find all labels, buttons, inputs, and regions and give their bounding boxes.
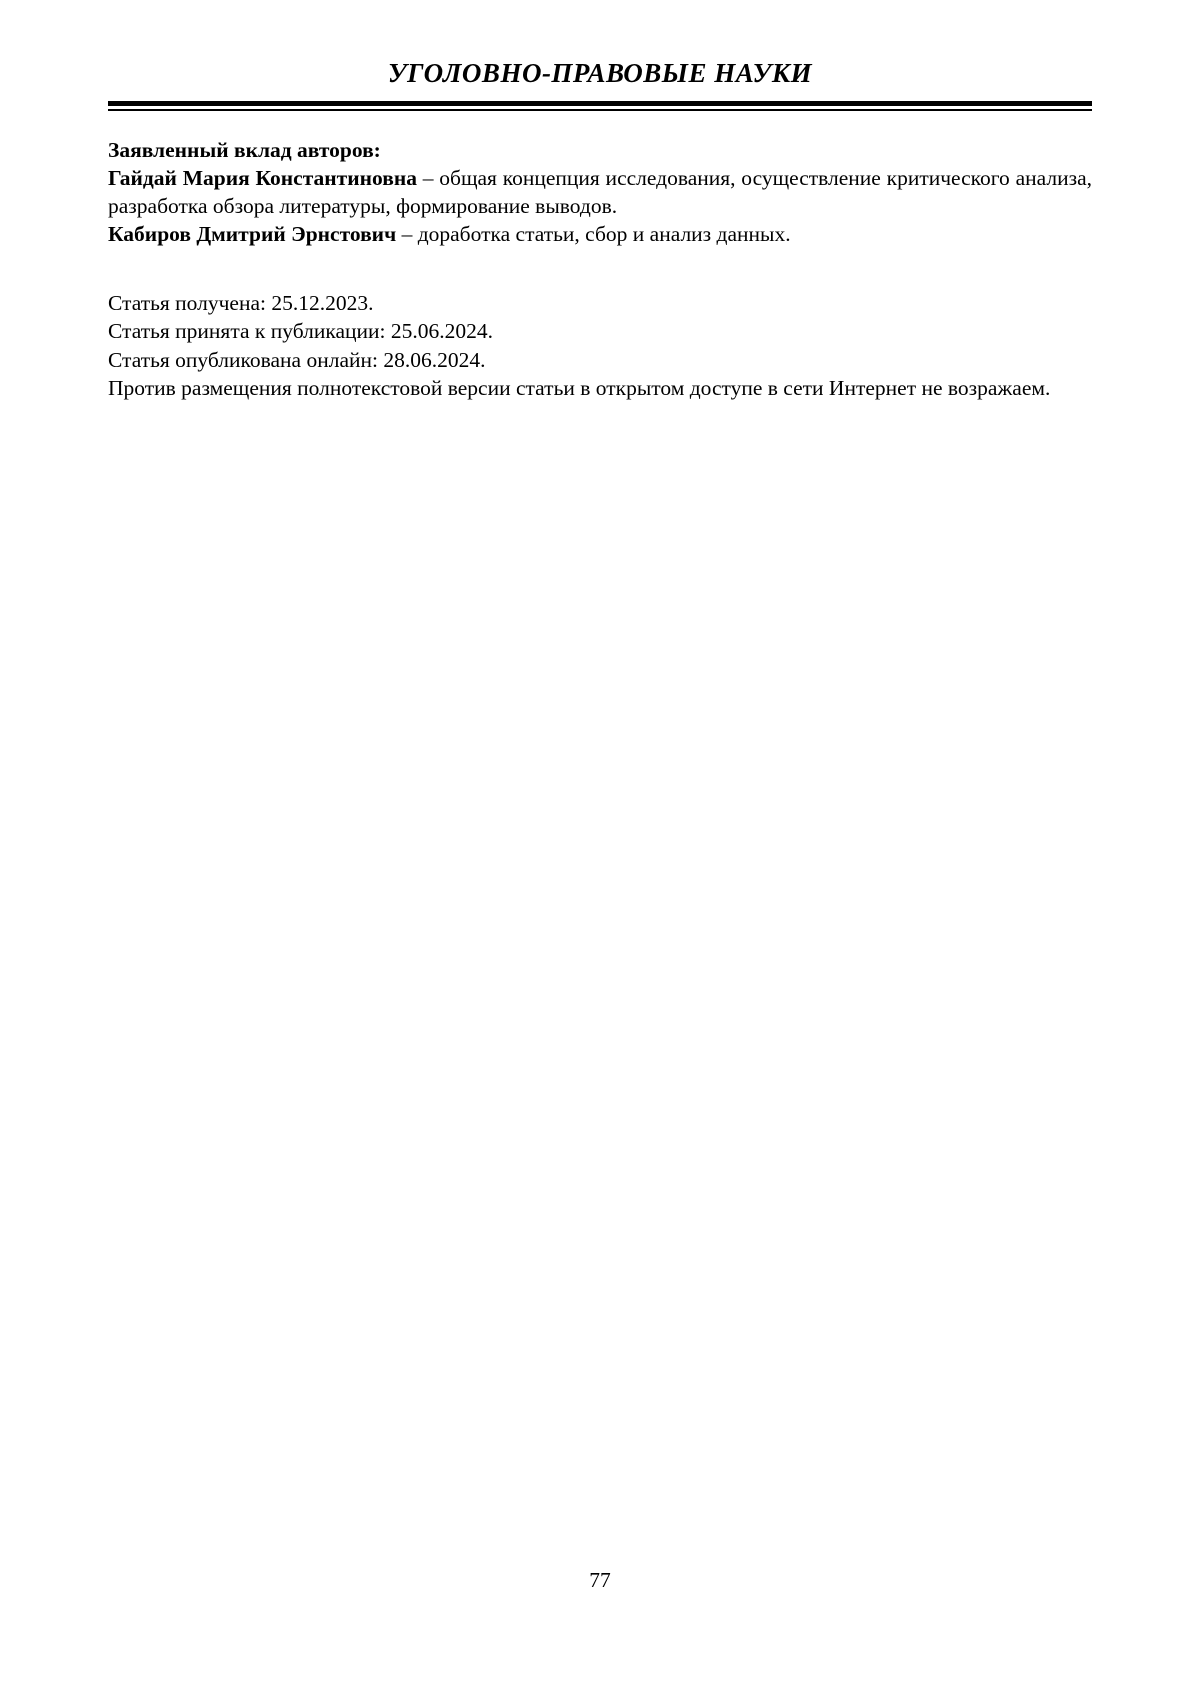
author-contributions-section bbox=[108, 137, 1092, 249]
article-dates-section bbox=[108, 289, 1092, 403]
open-access-statement: Против размещения полнотекстовой версии статьи в открытом доступе в сети Интернет не возражаем. bbox=[108, 375, 1051, 400]
author-name-2: Кабиров Дмитрий Эрнстович bbox=[108, 221, 397, 246]
page-content bbox=[108, 0, 1092, 402]
running-head: УГОЛОВНО-ПРАВОВЫЕ НАУКИ bbox=[387, 58, 813, 88]
author-name-1: Гайдай Мария Константиновна bbox=[108, 165, 417, 190]
author-contribution-text-2: – доработка статьи, сбор и анализ данных. bbox=[396, 221, 791, 246]
contributions-heading: Заявленный вклад авторов: bbox=[108, 138, 381, 162]
date-published: Статья опубликована онлайн: 28.06.2024. bbox=[108, 347, 486, 372]
contribution-entry-1 bbox=[108, 165, 1092, 221]
header-double-rule bbox=[108, 101, 1092, 111]
page-number: 77 bbox=[589, 1568, 611, 1592]
contribution-entry-2 bbox=[108, 221, 1092, 249]
date-received: Статья получена: 25.12.2023. bbox=[108, 290, 374, 315]
header-rule-thin bbox=[108, 109, 1092, 111]
author-contribution-text-1: – общая концепция исследования, осуществление критического анализа, разработка обзора литературы, формирование выводов. bbox=[108, 165, 1092, 218]
date-accepted: Статья принята к публикации: 25.06.2024. bbox=[108, 319, 493, 344]
